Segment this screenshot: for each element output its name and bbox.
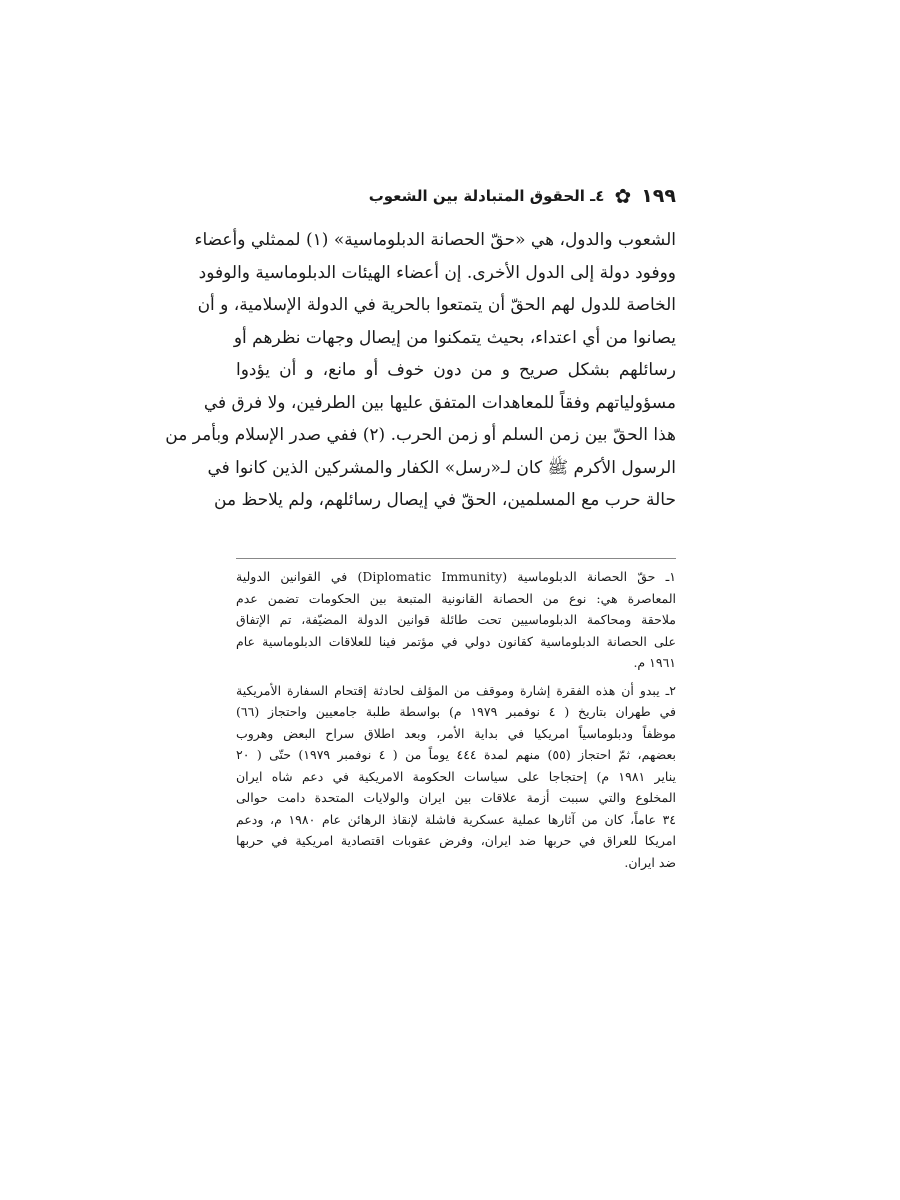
page-number: ١٩٩ [641,185,676,207]
body-line: الخاصة للدول لهم الحقّ أن يتمتعوا بالحرية في الدولة الإسلامية، و أن [197,295,676,315]
body-line: ووفود دولة إلى الدول الأخرى. إن أعضاء الهيئات الدبلوماسية والوفود [198,262,676,283]
footnote-2 [236,680,676,874]
footnote-line: ملاحقة ومحاكمة الدبلوماسيين تحت طائلة قوانين الدولة المضيّفة، تم الإتفاق [236,612,676,627]
footnote-line: امريكا للعراق في حربها ضد ايران، وفرض عقوبات اقتصادية امريكية في حربها [236,833,676,848]
footnote-line: المعاصرة هي: نوع من الحصانة القانونية المتبعة بين الحكومات تضمن عدم [236,590,676,606]
footnote-divider [236,558,676,559]
footnote-line: ضد ايران. [624,854,676,870]
body-line: هذا الحقّ بين زمن السلم أو زمن الحرب. (٢) ففي صدر الإسلام وبأمر من [165,425,676,445]
footnote-line: على الحصانة الدبلوماسية كقانون دولي في مؤتمر فينا للعلاقات الدبلوماسية عام [236,633,676,649]
footnote-line: في طهران بتاريخ ( ٤ نوفمبر ١٩٧٩ م) بواسطة طلبة جامعيين واحتجاز (٦٦) [236,704,676,719]
body-line: يصانوا من أي اعتداء، بحيث يتمكنوا من إيصال وجهات نظرهم أو [233,327,676,348]
body-line: مسؤولياتهم وفقاً للمعاهدات المتفق عليها بين الطرفين، ولا فرق في [203,392,676,413]
body-line: حالة حرب مع المسلمين، الحقّ في إيصال رسائلهم، ولم يلاحظ من [214,490,676,510]
footnote-line: ١٩٦١ م. [633,655,676,670]
chapter-title: ٤ـ الحقوق المتبادلة بين الشعوب [368,187,605,205]
footnotes [236,566,676,886]
footnote-line: المخلوع والتي سببت أزمة علاقات بين ايران والولايات المتحدة دامت حوالى [236,790,676,805]
footnote-line: ٢ـ يبدو أن هذه الفقرة إشارة وموقف من المؤلف لحادثة إقتحام السفارة الأمريكية [236,682,676,698]
body-text [165,224,676,554]
footnote-line: ١ـ حقّ الحصانة الدبلوماسية (Diplomatic Immunity) في القوانين الدولية [236,569,676,584]
body-line: رسائلهم بشكل صريح و من دون خوف أو مانع، و أن يؤدوا [236,360,676,380]
footnote-1 [236,566,676,674]
body-line: الرسول الأكرم ﷺ كان لـ«رسل» الكفار والمشركين الذين كانوا في [207,457,676,478]
flower-ornament-icon: ✿ [614,184,632,208]
footnote-line: يناير ١٩٨١ م) إحتجاجا على سياسات الحكومة الامريكية في دعم شاه ايران [236,768,676,784]
footnote-line: ٣٤ عاماً، كان من آثارها عملية عسكرية فاشلة لإنقاذ الرهائن عام ١٩٨٠ م، ودعم [236,811,676,827]
footnote-line: بعضهم، ثمّ احتجاز (٥٥) منهم لمدة ٤٤٤ يوماً من ( ٤ نوفمبر ١٩٧٩) حتّى ( ٢٠ [236,747,677,762]
running-header [236,182,676,210]
footnote-line: موظفاً ودبلوماسياً امريكيا في بداية الأمر، وبعد اطلاق سراح البعض وهروب [236,725,676,741]
body-line: الشعوب والدول، هي «حقّ الحصانة الدبلوماسية» (١) لممثلي وأعضاء [194,230,676,250]
